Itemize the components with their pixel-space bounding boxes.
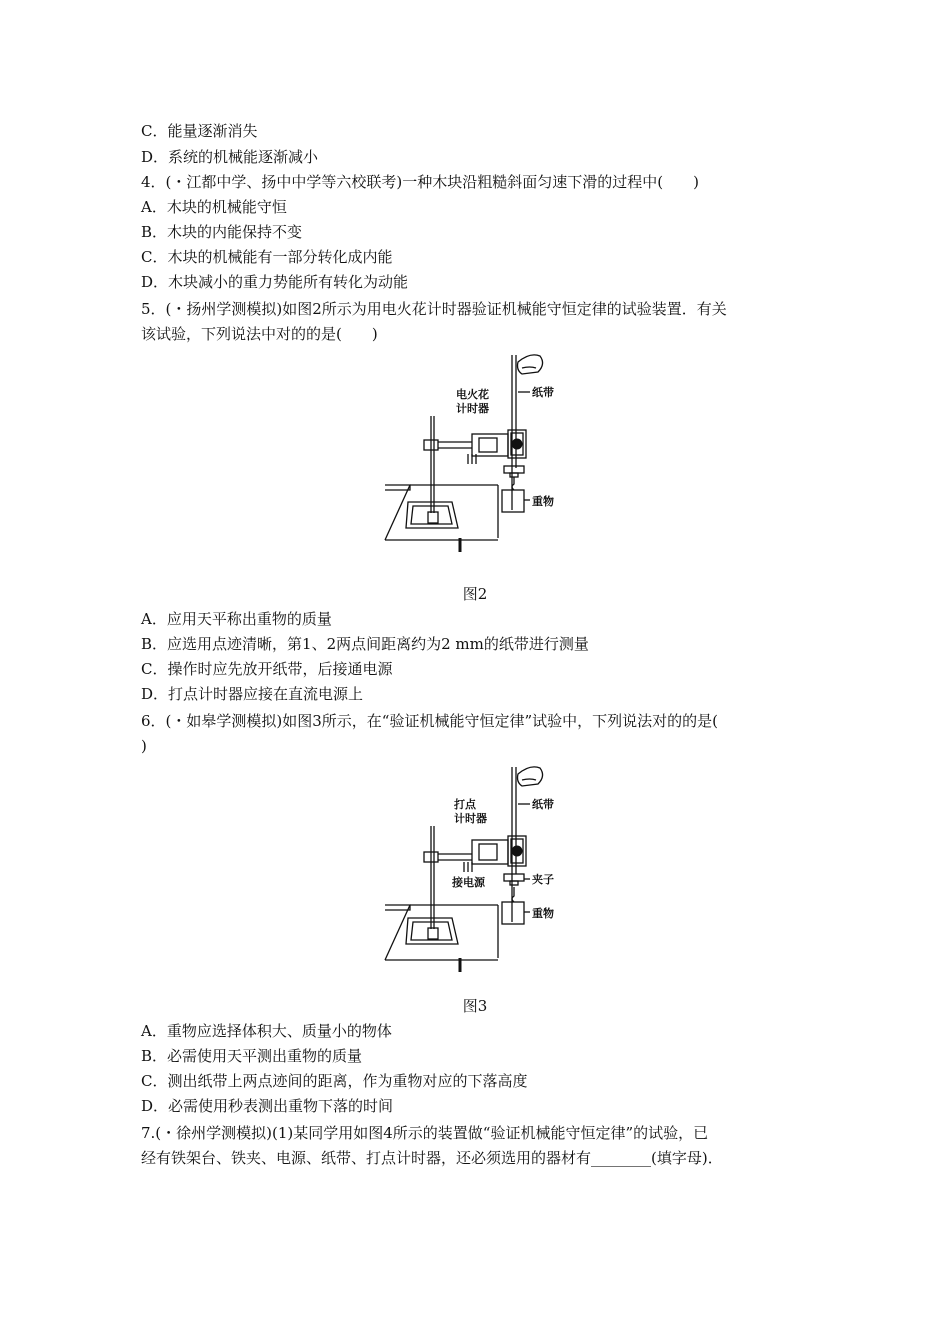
figure-3-drawing xyxy=(380,762,570,974)
q6-stem-line2: ) xyxy=(141,737,147,755)
fig3-timer-label-2: 计时器 xyxy=(454,812,487,825)
q5-option-a: A．应用天平称出重物的质量 xyxy=(141,610,332,628)
q5-stem-line1: 5．(・扬州学测模拟)如图2所示为用电火花计时器验证机械能守恒定律的试验装置．有关 xyxy=(141,300,727,318)
fig3-timer-label-1: 打点 xyxy=(454,798,476,811)
fig3-power-label: 接电源 xyxy=(452,876,485,889)
q6-option-d: D．必需使用秒表测出重物下落的时间 xyxy=(141,1097,394,1115)
fig3-tape-label: 纸带 xyxy=(532,798,554,811)
q7-stem-line2: 经有铁架台、铁夹、电源、纸带、打点计时器，还必须选用的器材有________(填字母)． xyxy=(141,1149,723,1167)
q6-option-c: C．测出纸带上两点迹间的距离，作为重物对应的下落高度 xyxy=(141,1072,528,1090)
q6-option-b: B．必需使用天平测出重物的质量 xyxy=(141,1047,363,1065)
fig2-tape-label: 纸带 xyxy=(532,386,554,399)
figure-3-apparatus xyxy=(380,762,570,974)
q5-stem-line2: 该试验，下列说法中对的的是( ) xyxy=(141,325,378,343)
figure-2-caption: 图2 xyxy=(462,585,488,603)
figure-2-drawing xyxy=(380,350,570,555)
q3-option-c: C．能量逐渐消失 xyxy=(141,122,258,140)
q4-option-b: B．木块的内能保持不变 xyxy=(141,223,303,241)
q6-stem-line1: 6．(・如皋学测模拟)如图3所示，在“验证机械能守恒定律”试验中，下列说法对的的是( xyxy=(141,712,718,730)
figure-2-apparatus xyxy=(380,350,570,555)
fig3-weight-label: 重物 xyxy=(532,907,554,920)
figure-3-caption: 图3 xyxy=(462,997,488,1015)
q4-option-c: C．木块的机械能有一部分转化成内能 xyxy=(141,248,393,266)
q6-option-a: A．重物应选择体积大、质量小的物体 xyxy=(141,1022,392,1040)
q5-option-b: B．应选用点迹清晰，第1、2两点间距离约为2 mm的纸带进行测量 xyxy=(141,635,589,653)
fig2-timer-label-2: 计时器 xyxy=(456,402,489,415)
q7-stem-line1: 7.(・徐州学测模拟)(1)某同学用如图4所示的装置做“验证机械能守恒定律”的试验，已 xyxy=(141,1124,709,1142)
q5-option-d: D．打点计时器应接在直流电源上 xyxy=(141,685,364,703)
q4-stem: 4．(・江都中学、扬中中学等六校联考)一种木块沿粗糙斜面匀速下滑的过程中( ) xyxy=(141,173,699,191)
q3-option-d: D．系统的机械能逐渐减小 xyxy=(141,148,319,166)
q4-option-a: A．木块的机械能守恒 xyxy=(141,198,287,216)
q4-option-d: D．木块减小的重力势能所有转化为动能 xyxy=(141,273,409,291)
q5-option-c: C．操作时应先放开纸带，后接通电源 xyxy=(141,660,393,678)
fig2-timer-label-1: 电火花 xyxy=(456,388,489,401)
fig2-weight-label: 重物 xyxy=(532,495,554,508)
fig3-clip-label: 夹子 xyxy=(532,873,554,886)
